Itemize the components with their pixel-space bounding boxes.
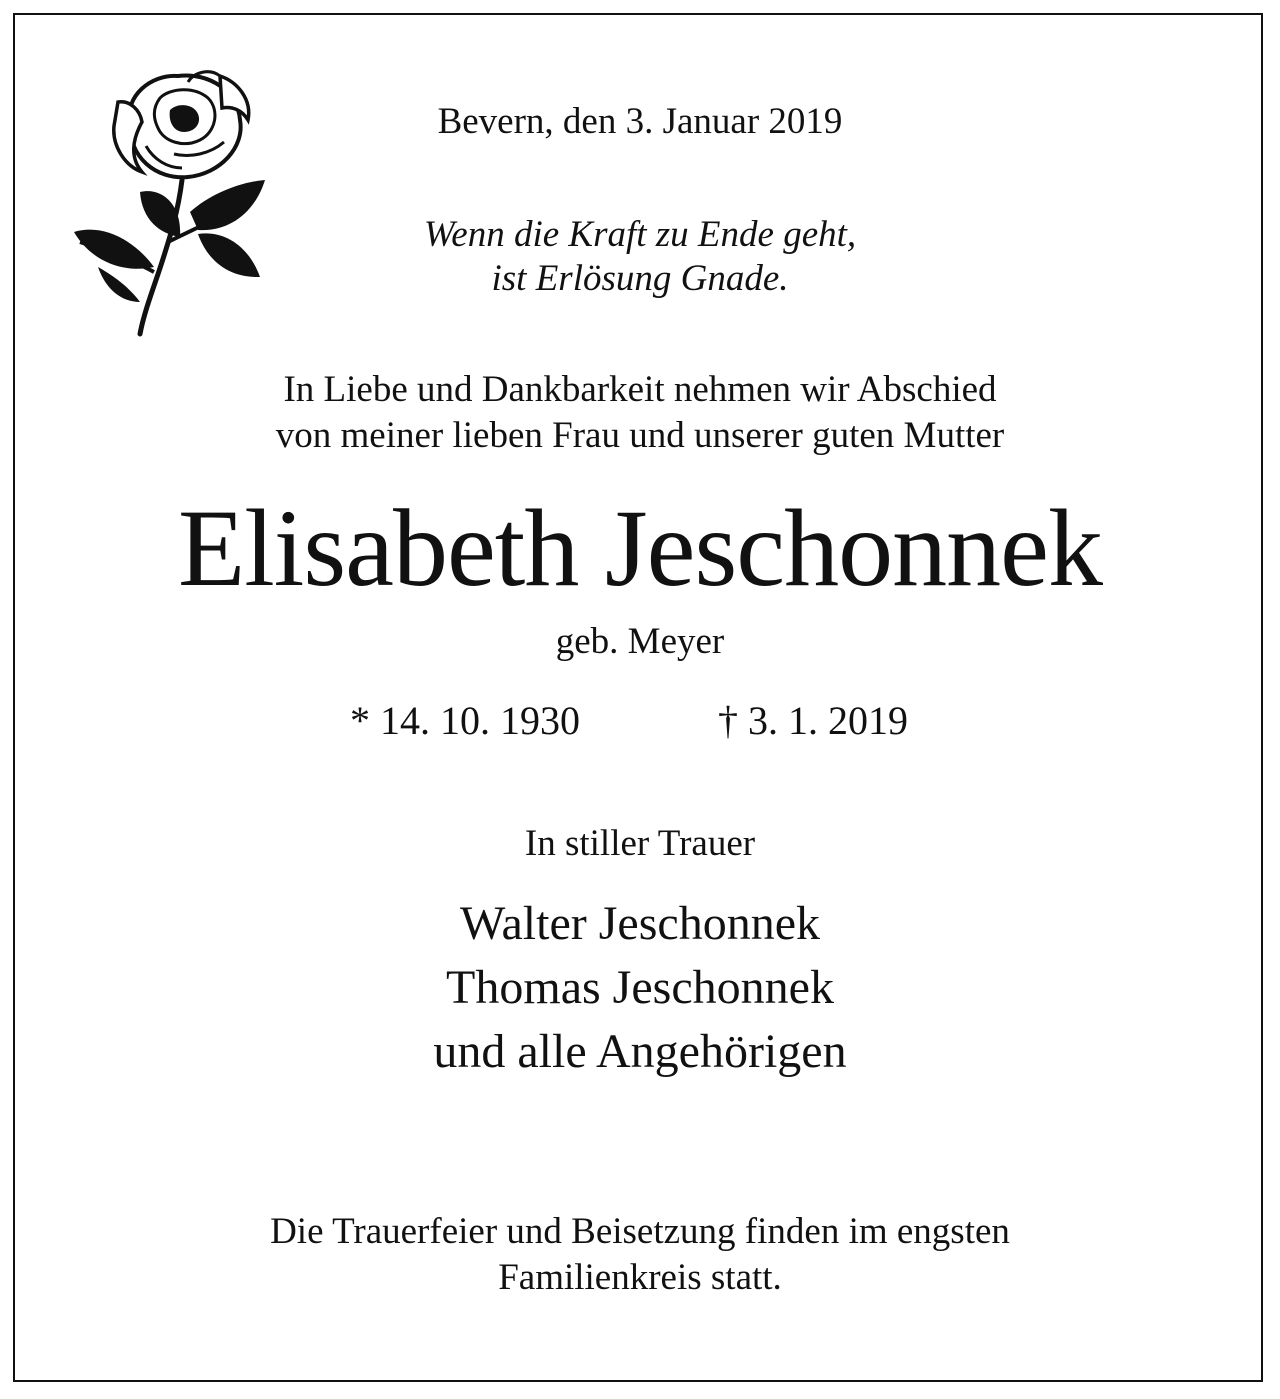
funeral-note-line-1: Die Trauerfeier und Beisetzung finden im engsten (270, 1211, 1010, 1252)
mourning-label: In stiller Trauer (524, 823, 756, 864)
funeral-note-line-2: Familienkreis statt. (498, 1257, 782, 1298)
intro-line-1: In Liebe und Dankbarkeit nehmen wir Abschied (283, 369, 997, 410)
intro-line-2: von meiner lieben Frau und unserer guten Mutter (275, 415, 1005, 456)
mourner-name: Walter Jeschonnek (460, 897, 820, 950)
death-date: † 3. 1. 2019 (718, 698, 908, 743)
maiden-name: geb. Meyer (555, 621, 725, 662)
mourner-name: Thomas Jeschonnek (446, 961, 834, 1014)
motto-line-1: Wenn die Kraft zu Ende geht, (423, 214, 857, 255)
birth-date: * 14. 10. 1930 (350, 698, 580, 743)
deceased-name: Elisabeth Jeschonnek (178, 487, 1102, 609)
rose-icon (70, 62, 270, 337)
place-date: Bevern, den 3. Januar 2019 (437, 101, 843, 142)
mourner-name: und alle Angehörigen (433, 1025, 847, 1078)
motto-line-2: ist Erlösung Gnade. (491, 258, 789, 299)
